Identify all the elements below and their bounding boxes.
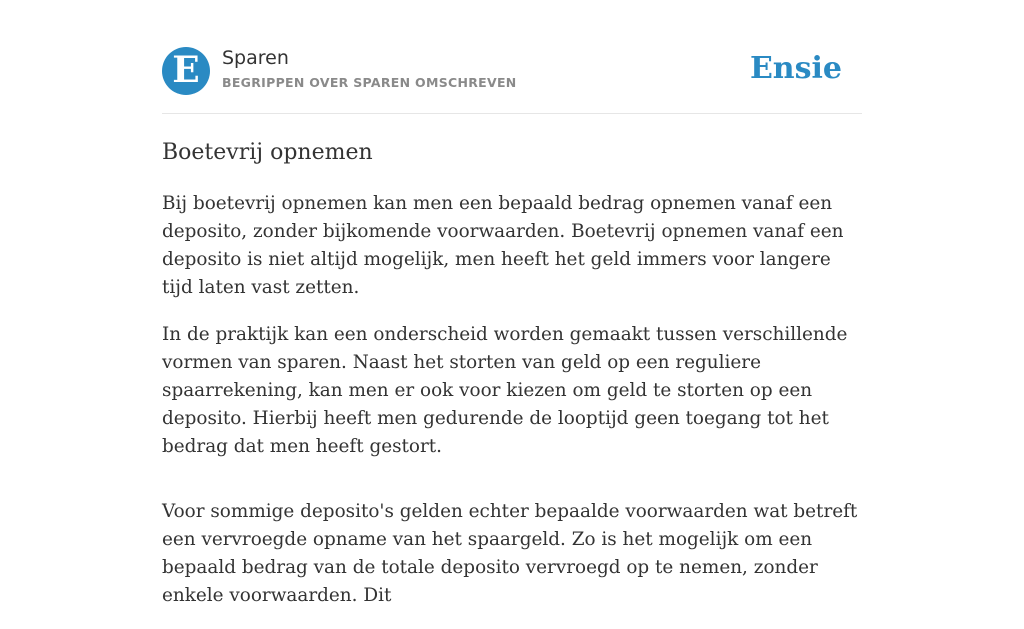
article-paragraph: Bij boetevrij opnemen kan men een bepaald bedrag opnemen vanaf een deposito, zonder bijkomende voorwaarden. Boetevrij opnemen vanaf een deposito is niet altijd mogelijk, men heeft het geld immers voor langere tijd laten vast zetten. (162, 193, 844, 298)
site-subtitle: BEGRIPPEN OVER SPAREN OMSCHREVEN (222, 75, 517, 90)
ensie-logo-icon[interactable] (162, 47, 210, 95)
article-body (162, 190, 862, 629)
logo-letter: E (172, 49, 200, 91)
site-title[interactable]: Sparen (222, 47, 289, 69)
brand-logo[interactable]: Ensie (749, 51, 842, 86)
article-paragraph: Voor sommige deposito's gelden echter bepaalde voorwaarden wat betreft een vervroegde opname van het spaargeld. Zo is het mogelijk om een bepaald bedrag van de totale deposito vervroegd op te nemen, zonder enkele voorwaarden. Dit (162, 501, 858, 606)
article-paragraph: In de praktijk kan een onderscheid worden gemaakt tussen verschillende vormen van sparen. Naast het storten van geld op een reguliere spaarrekening, kan men er ook voor kiezen om geld te storten op een deposito. Hierbij heeft men gedurende de looptijd geen toegang tot het bedrag dat men heeft gestort. (162, 324, 848, 457)
paragraph-spacer (162, 480, 862, 498)
site-header (162, 47, 862, 114)
article-title: Boetevrij opnemen (162, 140, 373, 165)
